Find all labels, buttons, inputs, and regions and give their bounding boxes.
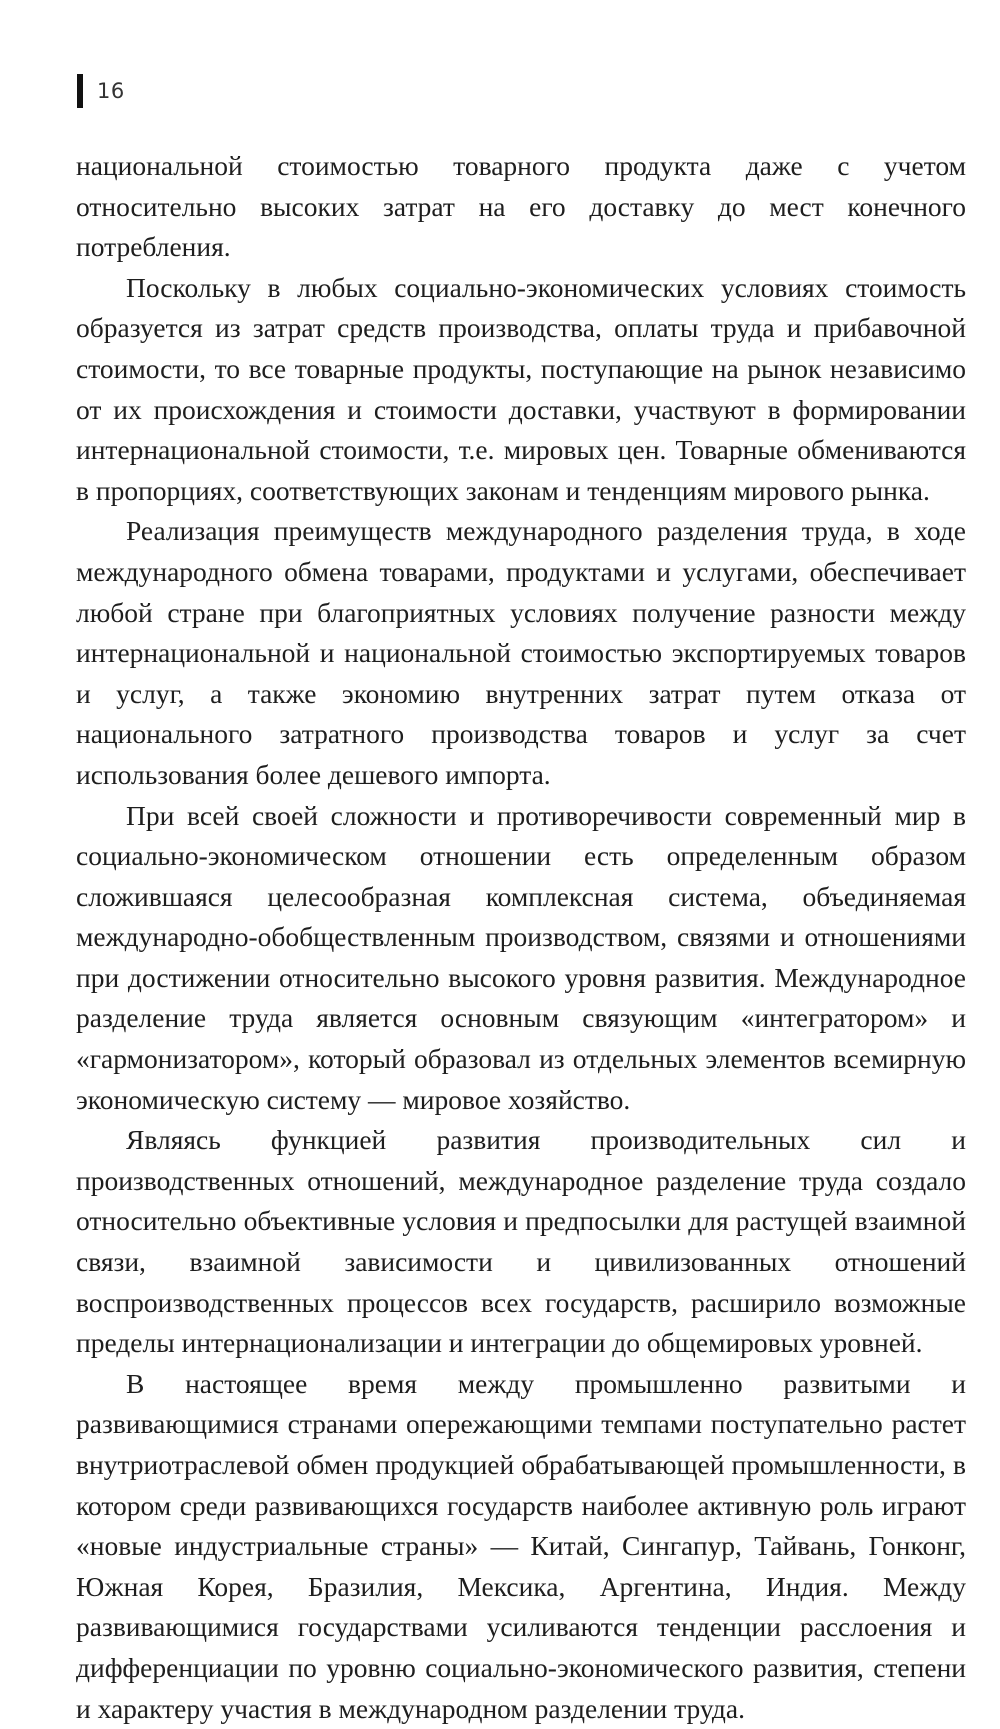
paragraph-continued: национальной стоимостью товарного продукта даже с учетом относительно высоких затрат на его доставку до мест конечного потребления. (76, 150, 966, 263)
page-number: 16 (97, 79, 125, 103)
page-header (77, 74, 125, 108)
body-text (76, 146, 966, 1729)
paragraph: В настоящее время между промышленно развитыми и развивающимися странами опережающими темпами поступательно растет внутриотраслевой обмен продукцией обрабатывающей промышленности, в котором среди развивающихся государств наиболее активную роль играют «новые индустриальные страны» — Китай, Сингапур, Тайвань, Гонконг, Южная Корея, Бразилия, Мексика, Аргентина, Индия. Между развивающимися государствами усиливаются тенденции расслоения и дифференциации по уровню социально-экономического развития, степени и характеру участия в международном разделении труда. (76, 1367, 966, 1724)
paragraph: Реализация преимуществ международного разделения труда, в ходе международного обмена товарами, продуктами и услугами, обеспечивает любой стране при благоприятных условиях получение разности между интернациональной и национальной стоимостью экспортируемых товаров и услуг, а также экономию внутренних затрат путем отказа от национального затратного производства товаров и услуг за счет использования более дешевого импорта. (76, 515, 966, 790)
page-marker-bar (77, 74, 83, 108)
paragraph: Являясь функцией развития производительных сил и производственных отношений, международное разделение труда создало относительно объективные условия и предпосылки для растущей взаимной связи, взаимной зависимости и цивилизованных отношений воспроизводственных процессов всех государств, расширило возможные пределы интернационализации и интеграции до общемировых уровней. (76, 1124, 966, 1359)
paragraph: Поскольку в любых социально-экономических условиях стоимость образуется из затрат средств производства, оплаты труда и прибавочной стоимости, то все товарные продукты, поступающие на рынок независимо от их происхождения и стоимости доставки, участвуют в формировании интернациональной стоимости, т.е. мировых цен. Товарные обмениваются в пропорциях, соответствующих законам и тенденциям мирового рынка. (76, 271, 966, 506)
paragraph: При всей своей сложности и противоречивости современный мир в социально-экономическом отношении есть определенным образом сложившаяся целесообразная комплексная система, объединяемая международно-обобществленным производством, связями и отношениями при достижении относительно высокого уровня развития. Международное разделение труда является основным связующим «интегратором» и «гармонизатором», который образовал из отдельных элементов всемирную экономическую систему — мировое хозяйство. (76, 799, 966, 1115)
